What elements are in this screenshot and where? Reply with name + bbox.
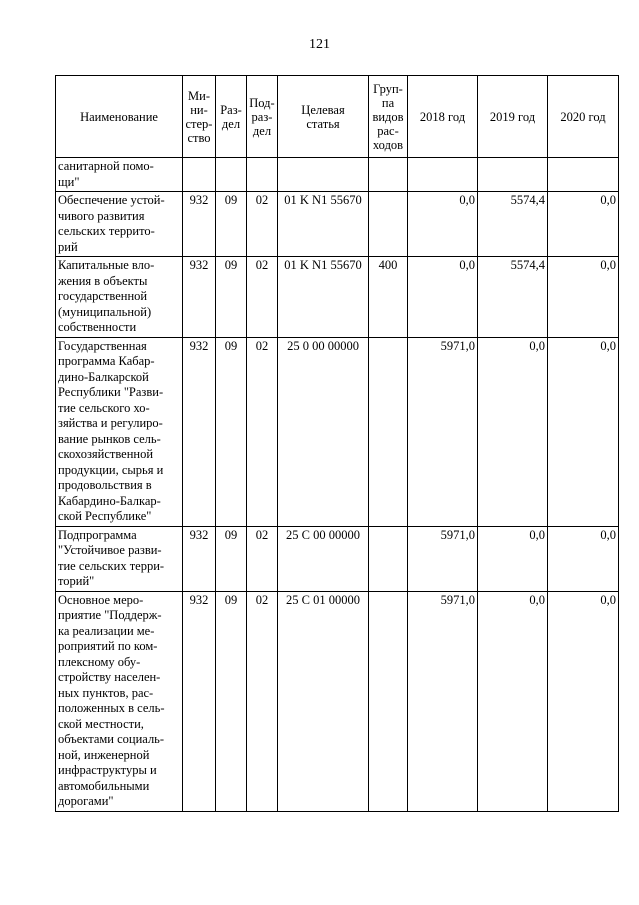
header-2019: 2019 год: [478, 76, 548, 158]
row-subsection-cell: 02: [247, 257, 278, 338]
row-2020-cell: 0,0: [548, 257, 619, 338]
row-ministry-cell: 932: [183, 257, 216, 338]
row-2020-cell: 0,0: [548, 526, 619, 591]
row-ministry-cell: [183, 158, 216, 192]
row-ministry-cell: 932: [183, 337, 216, 526]
row-ministry-cell: 932: [183, 591, 216, 811]
table-row: [56, 257, 619, 338]
row-target-article-cell: [278, 158, 369, 192]
row-subsection-cell: 02: [247, 337, 278, 526]
row-2019-cell: 0,0: [478, 526, 548, 591]
row-expense-group-cell: [369, 526, 408, 591]
row-2019-cell: 5574,4: [478, 192, 548, 257]
row-section-cell: [216, 158, 247, 192]
row-expense-group-cell: 400: [369, 257, 408, 338]
row-name-cell: Основное меро- приятие "Поддерж- ка реализации ме- роприятий по ком- плексному обу- стройству населен- ных пунктов, рас- положенных в сель- ской местности, объектами социаль- ной, инженерной инфраструктуры и автомобильными дорогами": [56, 591, 183, 811]
row-2020-cell: 0,0: [548, 192, 619, 257]
page-number: 121: [309, 37, 330, 52]
row-2018-cell: 5971,0: [408, 591, 478, 811]
row-2018-cell: 5971,0: [408, 337, 478, 526]
row-subsection-cell: 02: [247, 526, 278, 591]
table-row: [56, 337, 619, 526]
row-2020-cell: 0,0: [548, 337, 619, 526]
table-row: [56, 591, 619, 811]
row-2019-cell: 0,0: [478, 337, 548, 526]
row-target-article-cell: 25 С 00 00000: [278, 526, 369, 591]
table-row: [56, 158, 619, 192]
row-name-cell: Капитальные вло- жения в объекты государственной (муниципальной) собственности: [56, 257, 183, 338]
row-section-cell: 09: [216, 257, 247, 338]
header-target-article: Целевая статья: [278, 76, 369, 158]
row-target-article-cell: 25 0 00 00000: [278, 337, 369, 526]
header-2020: 2020 год: [548, 76, 619, 158]
table-body: [56, 158, 619, 812]
row-target-article-cell: 25 С 01 00000: [278, 591, 369, 811]
budget-table: [55, 75, 619, 812]
row-expense-group-cell: [369, 158, 408, 192]
row-2018-cell: 5971,0: [408, 526, 478, 591]
header-expense-group: Груп- па видов рас- ходов: [369, 76, 408, 158]
header-ministry: Ми- ни- стер- ство: [183, 76, 216, 158]
table-row: [56, 526, 619, 591]
row-subsection-cell: [247, 158, 278, 192]
row-name-cell: санитарной помо- щи": [56, 158, 183, 192]
row-target-article-cell: 01 K N1 55670: [278, 257, 369, 338]
row-section-cell: 09: [216, 192, 247, 257]
row-2018-cell: 0,0: [408, 192, 478, 257]
row-name-cell: Подпрограмма "Устойчивое разви- тие сельских терри- торий": [56, 526, 183, 591]
row-section-cell: 09: [216, 337, 247, 526]
header-row: [56, 76, 619, 158]
header-2018: 2018 год: [408, 76, 478, 158]
row-target-article-cell: 01 K N1 55670: [278, 192, 369, 257]
row-subsection-cell: 02: [247, 591, 278, 811]
row-section-cell: 09: [216, 591, 247, 811]
row-expense-group-cell: [369, 591, 408, 811]
row-2018-cell: [408, 158, 478, 192]
row-expense-group-cell: [369, 192, 408, 257]
row-name-cell: Государственная программа Кабар- дино-Балкарской Республики "Разви- тие сельского хо- зяйства и регулиро- вание рынков сель- скохозяйственной продукции, сырья и продовольствия в Кабардино-Балкар- ской Республике": [56, 337, 183, 526]
row-2019-cell: 0,0: [478, 591, 548, 811]
row-subsection-cell: 02: [247, 192, 278, 257]
row-expense-group-cell: [369, 337, 408, 526]
row-section-cell: 09: [216, 526, 247, 591]
row-name-cell: Обеспечение устой- чивого развития сельских террито- рий: [56, 192, 183, 257]
row-2020-cell: 0,0: [548, 591, 619, 811]
row-2018-cell: 0,0: [408, 257, 478, 338]
row-2020-cell: [548, 158, 619, 192]
table-row: [56, 192, 619, 257]
header-section: Раз- дел: [216, 76, 247, 158]
row-2019-cell: [478, 158, 548, 192]
header-subsection: Под- раз- дел: [247, 76, 278, 158]
header-name: Наименование: [56, 76, 183, 158]
row-ministry-cell: 932: [183, 526, 216, 591]
row-ministry-cell: 932: [183, 192, 216, 257]
row-2019-cell: 5574,4: [478, 257, 548, 338]
